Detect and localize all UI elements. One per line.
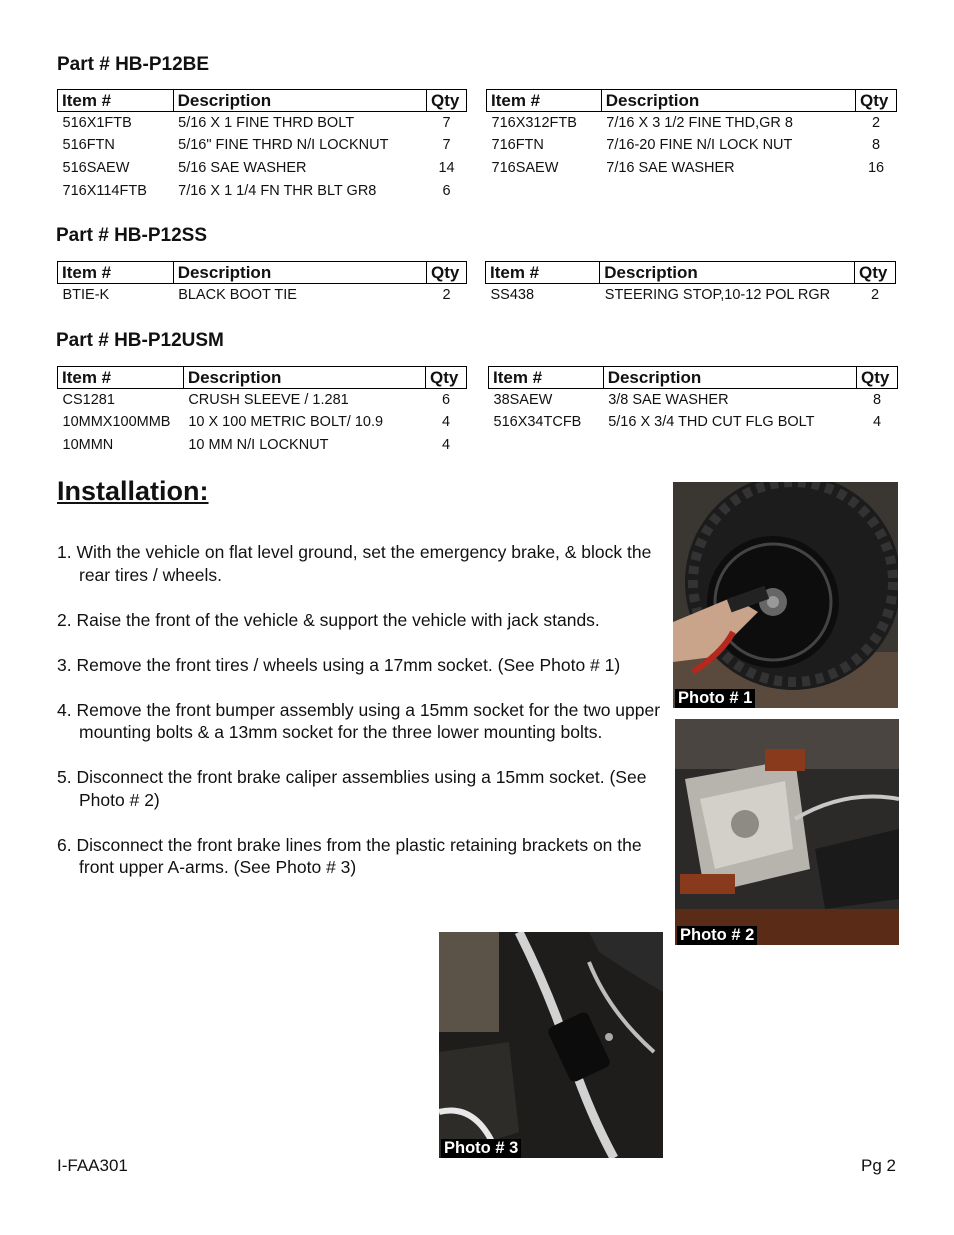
table-header-row: [487, 90, 897, 112]
photo-2-caption: Photo # 2: [677, 926, 757, 945]
item-qty: 8: [872, 392, 882, 409]
item-header: Item #: [489, 367, 604, 389]
table-row: [487, 134, 897, 157]
item-number: 716FTN: [491, 137, 544, 154]
item-qty: 2: [442, 287, 451, 304]
item-qty: 4: [872, 414, 882, 431]
item-description: 3/8 SAE WASHER: [608, 392, 729, 409]
qty-header: Qty: [855, 262, 896, 284]
step-4: 4. Remove the front bumper assembly using a 15mm socket for the two upper mounting bolts & a 13mm socket for the three lower mounting bolts.: [57, 699, 661, 742]
parts-table: [57, 89, 467, 202]
table-row: [58, 112, 467, 135]
brake-line-photo-image: [439, 932, 663, 1158]
table-row: [487, 157, 897, 180]
item-number: 716X114FTB: [62, 182, 147, 199]
item-number: 10MMX100MMB: [62, 414, 171, 431]
item-qty: 8: [871, 137, 881, 154]
item-description: 5/16 X 1 FINE THRD BOLT: [178, 115, 355, 132]
table-header-row: [58, 90, 467, 112]
item-number: 10MMN: [62, 436, 114, 453]
caliper-photo-image: [675, 719, 899, 945]
qty-header: Qty: [856, 90, 897, 112]
item-number: 716X312FTB: [491, 115, 577, 132]
item-header: Item #: [58, 262, 174, 284]
item-number: CS1281: [62, 392, 115, 409]
qty-header: Qty: [427, 262, 467, 284]
table-row: [58, 434, 467, 457]
description-header: Description: [601, 90, 855, 112]
photo-1-caption: Photo # 1: [675, 689, 755, 708]
step-6: 6. Disconnect the front brake lines from the plastic retaining brackets on the front upper A-arms. (See Photo # 3): [57, 834, 642, 877]
step-5: 5. Disconnect the front brake caliper assemblies using a 15mm socket. (See Photo # 2): [57, 767, 647, 810]
item-number: 38SAEW: [493, 392, 553, 409]
item-qty: 2: [870, 287, 880, 304]
part-title-hb-p12ss: Part # HB-P12SS: [56, 225, 208, 246]
step-3: 3. Remove the front tires / wheels using a 17mm socket. (See Photo # 1): [57, 654, 621, 675]
item-number: SS438: [490, 287, 535, 304]
table-row: [489, 411, 898, 434]
step-2: 2. Raise the front of the vehicle & support the vehicle with jack stands.: [57, 609, 600, 630]
table-row: [58, 134, 467, 157]
table-header-row: [58, 262, 467, 284]
item-description: 7/16-20 FINE N/I LOCK NUT: [606, 137, 793, 154]
parts-table: [486, 89, 897, 179]
item-number: 716SAEW: [491, 159, 559, 176]
item-number: 516SAEW: [62, 159, 130, 176]
item-description: 10 X 100 METRIC BOLT/ 10.9: [188, 414, 384, 431]
item-number: BTIE-K: [62, 287, 110, 304]
photo-3: [439, 932, 663, 1158]
table-header-row: [489, 367, 898, 389]
description-header: Description: [600, 262, 855, 284]
parts-table: [485, 261, 896, 306]
item-description: 7/16 X 1 1/4 FN THR BLT GR8: [178, 182, 377, 199]
parts-table: [488, 366, 898, 434]
item-number: 516FTN: [62, 137, 115, 154]
item-header: Item #: [58, 90, 174, 112]
qty-header: Qty: [427, 90, 467, 112]
description-header: Description: [173, 90, 426, 112]
table-row: [486, 284, 896, 307]
table-row: [58, 157, 467, 180]
part-title-hb-p12be: Part # HB-P12BE: [57, 54, 210, 75]
photo-3-caption: Photo # 3: [441, 1139, 521, 1158]
parts-table: [57, 366, 467, 456]
qty-header: Qty: [426, 367, 467, 389]
table-header-row: [58, 367, 467, 389]
item-description: CRUSH SLEEVE / 1.281: [188, 392, 349, 409]
item-description: 5/16 SAE WASHER: [178, 159, 307, 176]
item-description: STEERING STOP,10-12 POL RGR: [604, 287, 831, 304]
item-number: 516X34TCFB: [493, 414, 582, 431]
item-description: 7/16 X 3 1/2 FINE THD,GR 8: [606, 115, 793, 132]
item-qty: 4: [441, 414, 451, 431]
description-header: Description: [173, 262, 426, 284]
item-number: 516X1FTB: [62, 115, 132, 132]
table-row: [487, 112, 897, 135]
document-id: I-FAA301: [57, 1156, 128, 1175]
table-row: [58, 389, 467, 412]
parts-table: [57, 261, 467, 306]
item-qty: 16: [867, 159, 885, 176]
item-description: BLACK BOOT TIE: [178, 287, 297, 304]
table-row: [58, 179, 467, 202]
item-description: 10 MM N/I LOCKNUT: [188, 436, 329, 453]
item-qty: 14: [438, 159, 455, 176]
item-description: 7/16 SAE WASHER: [606, 159, 735, 176]
item-description: 5/16 X 3/4 THD CUT FLG BOLT: [608, 414, 815, 431]
table-row: [58, 284, 467, 307]
item-header: Item #: [58, 367, 184, 389]
item-qty: 4: [441, 436, 451, 453]
description-header: Description: [603, 367, 856, 389]
step-1: 1. With the vehicle on flat level ground, set the emergency brake, & block the rear tires / wheels.: [57, 542, 652, 585]
description-header: Description: [183, 367, 425, 389]
item-header: Item #: [487, 90, 602, 112]
photo-2: [675, 719, 899, 945]
tire-photo-image: [673, 482, 898, 708]
table-header-row: [486, 262, 896, 284]
installation-heading: Installation:: [57, 476, 209, 506]
page-number: Pg 2: [861, 1156, 896, 1175]
table-row: [489, 389, 898, 412]
item-qty: 2: [871, 115, 881, 132]
installation-steps: [57, 541, 672, 901]
item-description: 5/16" FINE THRD N/I LOCKNUT: [178, 137, 389, 154]
part-title-hb-p12usm: Part # HB-P12USM: [56, 330, 224, 351]
item-qty: 6: [442, 182, 451, 199]
qty-header: Qty: [857, 367, 898, 389]
item-qty: 7: [442, 137, 451, 154]
item-qty: 6: [441, 392, 451, 409]
item-header: Item #: [486, 262, 600, 284]
item-qty: 7: [442, 115, 451, 132]
table-row: [58, 411, 467, 434]
photo-1: [673, 482, 898, 708]
